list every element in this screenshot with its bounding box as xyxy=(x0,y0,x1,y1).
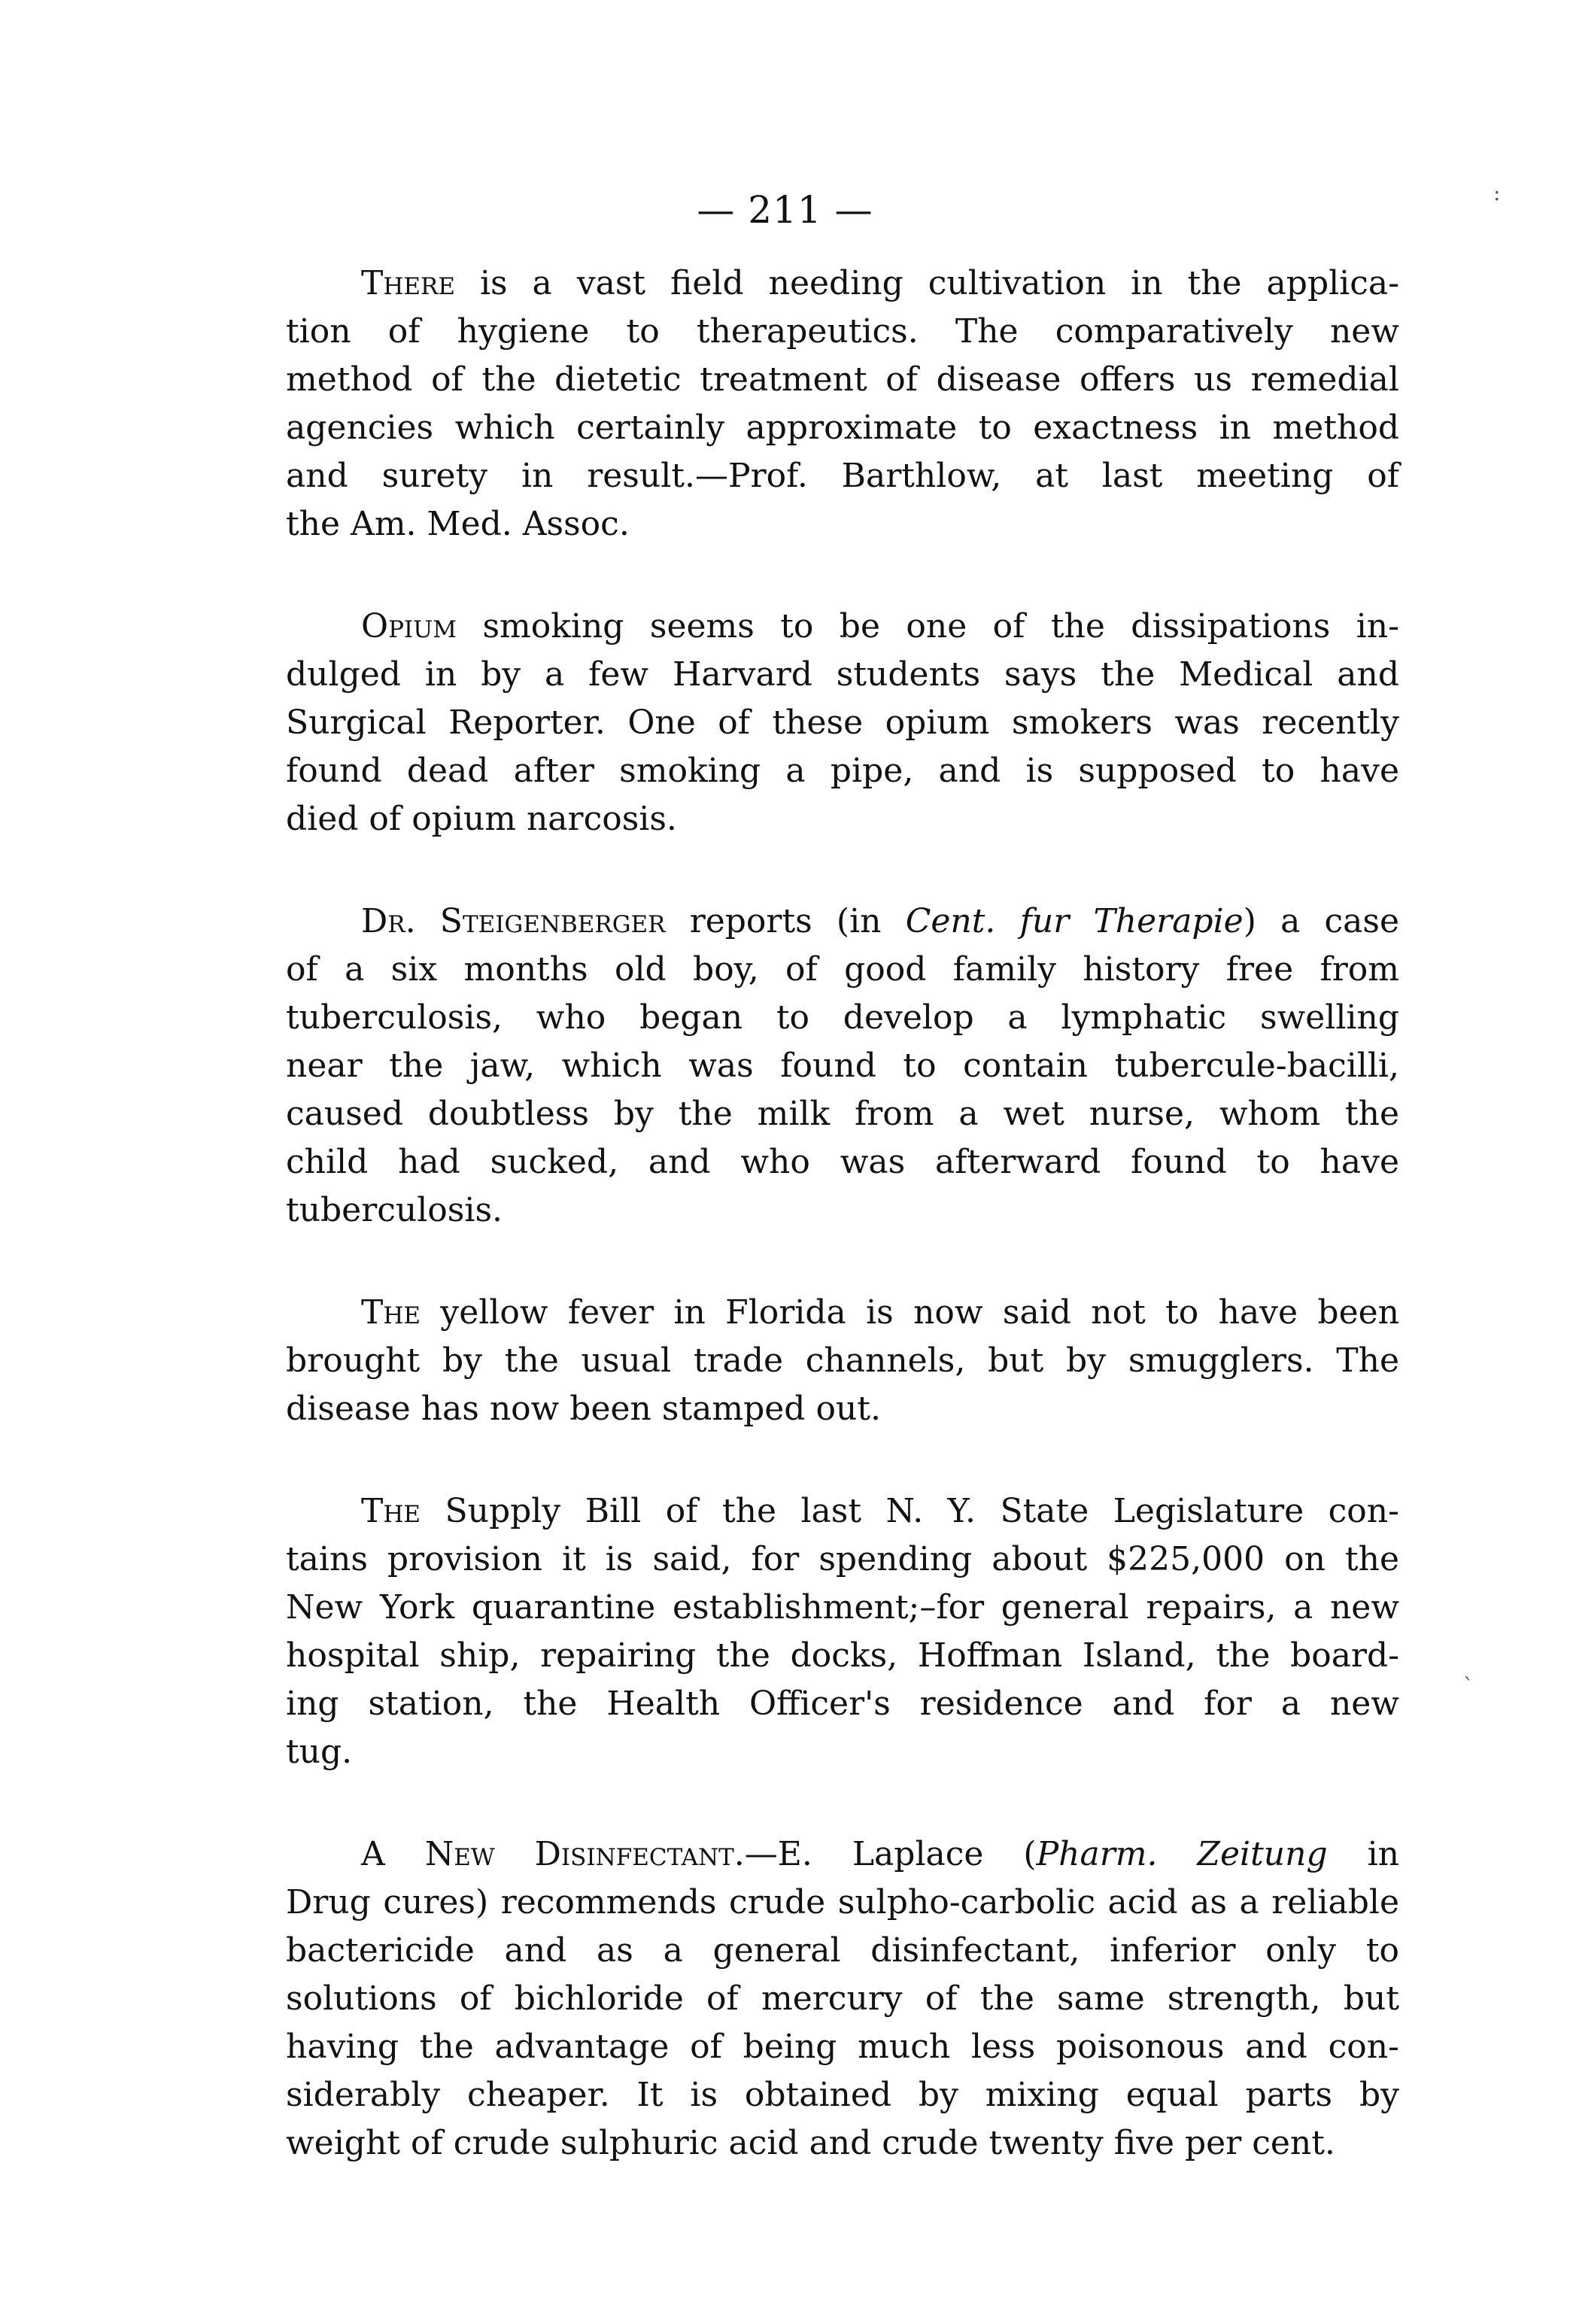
line-text: agencies which certainly approximate to exactness in method xyxy=(286,409,1399,447)
text-line xyxy=(286,404,1399,452)
line-text: hospital ship, repairing the docks, Hoffman Island, the board- xyxy=(286,1636,1399,1675)
line-text: yellow fever in Florida is now said not to have been xyxy=(421,1293,1399,1332)
text-line xyxy=(286,356,1399,404)
text-line xyxy=(286,747,1399,795)
line-text: having the advantage of being much less poisonous and con- xyxy=(286,2028,1399,2066)
text-line xyxy=(286,946,1399,994)
paragraph-hygiene xyxy=(286,260,1399,548)
line-text: and surety in result.—Prof. Barthlow, at last meeting of xyxy=(286,457,1399,495)
line-text: —E. Laplace ( xyxy=(744,1835,1037,1873)
lead-in: There xyxy=(361,264,455,302)
line-text: is a vast field needing cultivation in the applica- xyxy=(454,264,1399,302)
text-line xyxy=(286,308,1399,356)
text-line xyxy=(286,795,1399,843)
text-column xyxy=(286,260,1399,2222)
line-text: tuberculosis, who began to develop a lymphatic swelling xyxy=(286,998,1399,1037)
lead-in: Opium xyxy=(361,607,457,646)
line-text: ing station, the Health Officer's residence and for a new xyxy=(286,1685,1399,1723)
text-line xyxy=(286,651,1399,699)
line-text: bactericide and as a general disinfectant, inferior only to xyxy=(286,1931,1399,1970)
text-line xyxy=(286,1975,1399,2023)
text-line xyxy=(286,699,1399,747)
text-line xyxy=(286,2023,1399,2071)
lead-in: Dr. Steigenberger xyxy=(361,902,666,940)
line-tail: in xyxy=(1327,1835,1399,1873)
text-line xyxy=(286,898,1399,946)
line-tail: ) a case xyxy=(1243,902,1399,940)
text-line xyxy=(286,603,1399,651)
text-line xyxy=(286,1385,1399,1433)
line-text: disease has now been stamped out. xyxy=(286,1390,881,1428)
lead-in: The xyxy=(361,1492,421,1530)
text-line xyxy=(286,1927,1399,1975)
line-text: near the jaw, which was found to contain tubercule-bacilli, xyxy=(286,1047,1399,1085)
line-text: of a six months old boy, of good family history free from xyxy=(286,950,1399,989)
line-text: child had sucked, and who was afterward found to have xyxy=(286,1143,1399,1181)
line-text: reports (in xyxy=(665,902,906,940)
lead-in: A New Disinfectant. xyxy=(361,1835,745,1873)
text-line xyxy=(286,260,1399,308)
line-text: the Am. Med. Assoc. xyxy=(286,505,630,543)
line-text: siderably cheaper. It is obtained by mixing equal parts by xyxy=(286,2076,1399,2114)
line-text: tains provision it is said, for spending about $225,000 on the xyxy=(286,1540,1399,1578)
line-text: tug. xyxy=(286,1733,353,1771)
line-text: Supply Bill of the last N. Y. State Legislature con- xyxy=(421,1492,1399,1530)
lead-in: The xyxy=(361,1293,421,1332)
margin-mark: : xyxy=(1493,181,1501,205)
text-line xyxy=(286,1042,1399,1090)
text-line xyxy=(286,1289,1399,1337)
line-text: brought by the usual trade channels, but by smugglers. The xyxy=(286,1341,1399,1380)
line-text: Surgical Reporter. One of these opium smokers was recently xyxy=(286,703,1399,742)
citation-italic: Pharm. Zeitung xyxy=(1036,1835,1328,1873)
text-line xyxy=(286,1186,1399,1235)
line-text: New York quarantine establishment;–for general repairs, a new xyxy=(286,1588,1399,1627)
line-text: Drug cures) recommends crude sulpho-carbolic acid as a reliable xyxy=(286,1883,1399,1921)
line-text: found dead after smoking a pipe, and is supposed to have xyxy=(286,752,1399,790)
paragraph-opium xyxy=(286,603,1399,843)
text-line xyxy=(286,500,1399,548)
line-text: caused doubtless by the milk from a wet nurse, whom the xyxy=(286,1095,1399,1133)
text-line xyxy=(286,1632,1399,1680)
line-text: tion of hygiene to therapeutics. The comparatively new xyxy=(286,312,1399,351)
text-line xyxy=(286,1536,1399,1584)
text-line xyxy=(286,452,1399,500)
paragraph-yellow-fever xyxy=(286,1289,1399,1433)
text-line xyxy=(286,1680,1399,1728)
text-line xyxy=(286,1138,1399,1186)
text-line xyxy=(286,2071,1399,2119)
citation-italic: Cent. fur Therapie xyxy=(905,902,1244,940)
page-number: — 211 — xyxy=(697,188,873,232)
text-line xyxy=(286,2119,1399,2168)
text-line xyxy=(286,1337,1399,1385)
line-text: dulged in by a few Harvard students says the Medical and xyxy=(286,655,1399,694)
line-text: died of opium narcosis. xyxy=(286,800,677,838)
text-line xyxy=(286,1584,1399,1632)
paragraph-supply-bill xyxy=(286,1487,1399,1776)
margin-mark: ` xyxy=(1463,1674,1474,1699)
text-line xyxy=(286,1830,1399,1879)
text-line xyxy=(286,1487,1399,1536)
text-line xyxy=(286,1879,1399,1927)
paragraph-steigenberger xyxy=(286,898,1399,1235)
line-text: solutions of bichloride of mercury of the same strength, but xyxy=(286,1979,1399,2018)
text-line xyxy=(286,994,1399,1042)
line-text: weight of crude sulphuric acid and crude twenty five per cent. xyxy=(286,2124,1335,2162)
line-text: smoking seems to be one of the dissipations in- xyxy=(457,607,1399,646)
text-line xyxy=(286,1728,1399,1776)
line-text: method of the dietetic treatment of disease offers us remedial xyxy=(286,360,1399,399)
paragraph-disinfectant xyxy=(286,1830,1399,2168)
text-line xyxy=(286,1090,1399,1138)
line-text: tuberculosis. xyxy=(286,1191,503,1229)
